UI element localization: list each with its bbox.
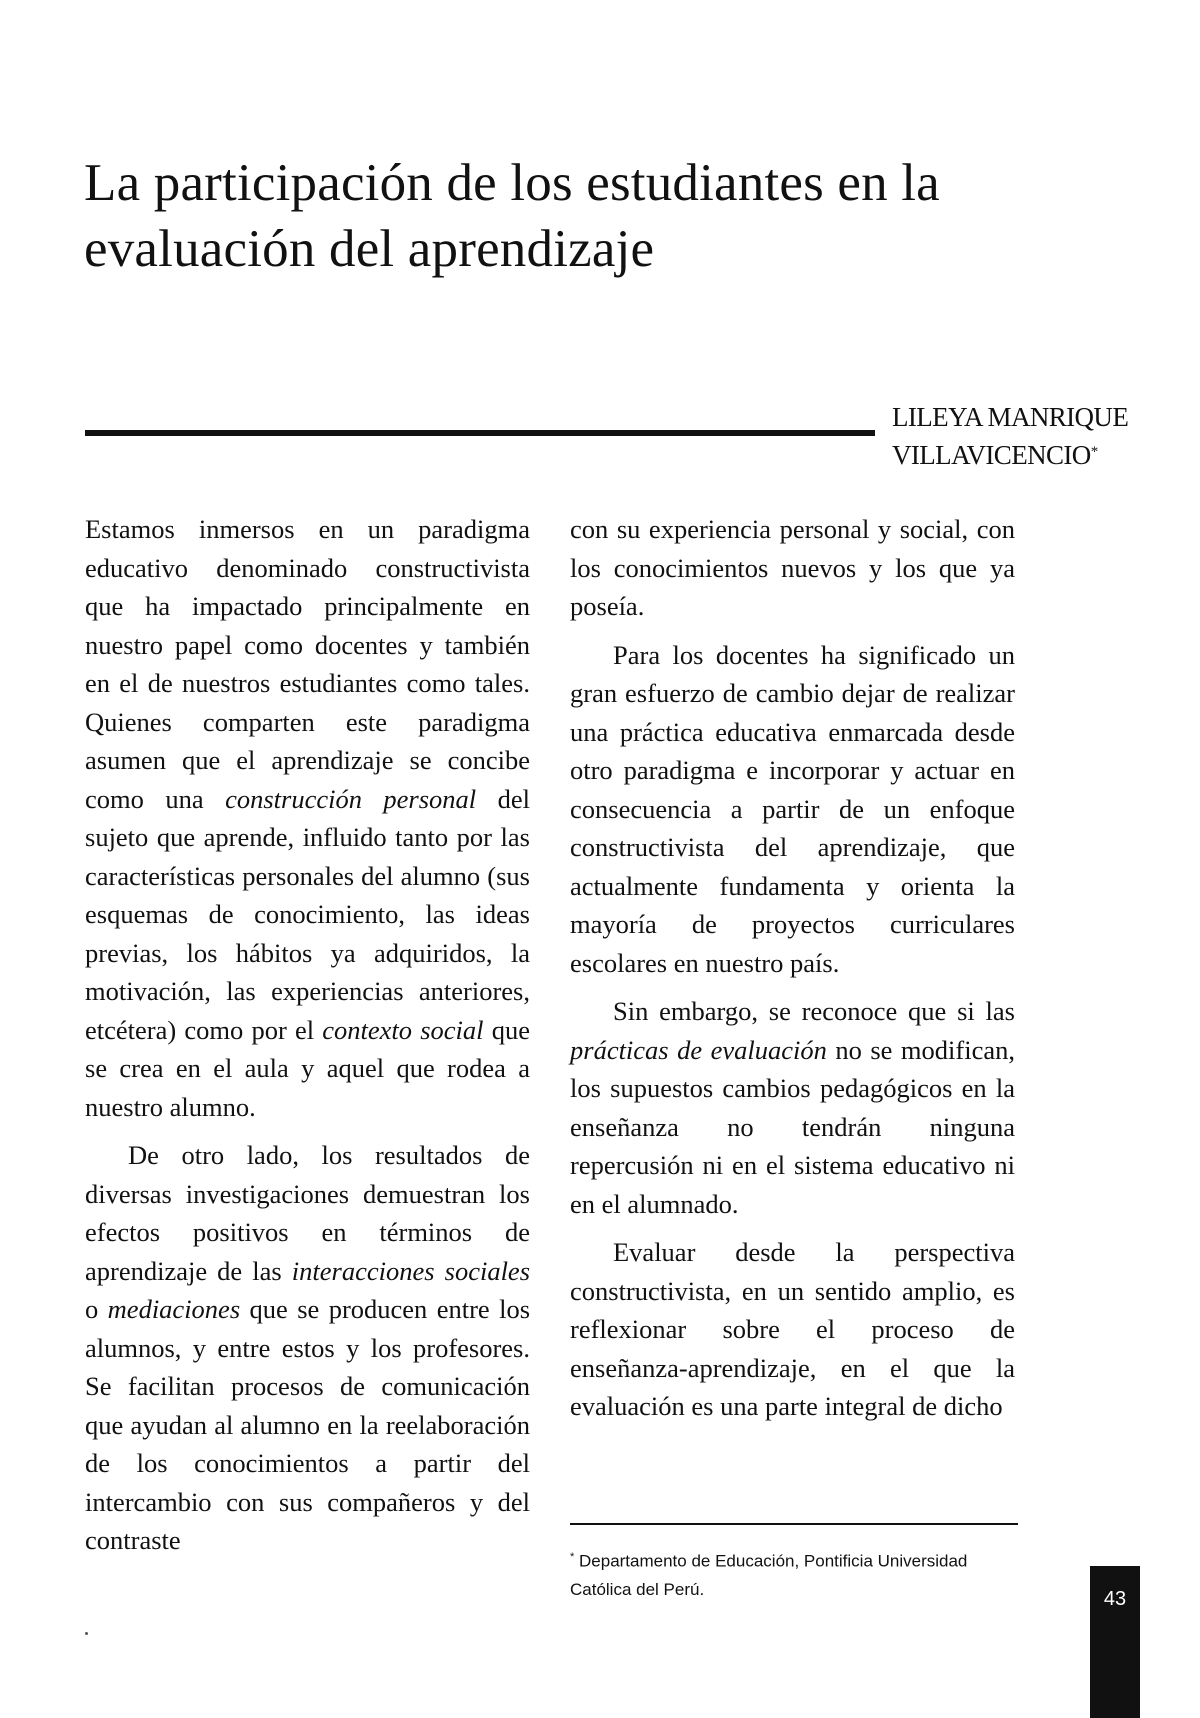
footnote-text: Departamento de Educación, Pontificia Universidad Católica del Perú. [570, 1551, 968, 1599]
author-footnote-mark: * [1090, 444, 1098, 460]
emphasis-interacciones-sociales: interacciones sociales [291, 1255, 531, 1286]
left-paragraph-2 [85, 1136, 530, 1560]
title-line-1: La participación de los estudiantes en la [84, 154, 940, 212]
text-run: o [85, 1294, 108, 1324]
stray-mark [85, 1632, 88, 1635]
author-line-1: LILEYA MANRIQUE [892, 402, 1129, 432]
left-paragraph-1 [85, 510, 530, 1126]
left-column [85, 510, 530, 1570]
text-run: que se producen entre los alumnos, y entre estos y los profesores. Se facilitan procesos de comunicación que ayudan al alumno en la reelaboración de los conocimientos a partir del intercambio con sus compañeros y del contraste [85, 1294, 531, 1555]
emphasis-construccion-personal: construcción personal [225, 783, 477, 814]
page-number-tab [1090, 1566, 1140, 1718]
author-name [892, 400, 1192, 473]
emphasis-mediaciones: mediaciones [107, 1294, 241, 1324]
text-run: Sin embargo, se reconoce que si las [613, 996, 1015, 1026]
text-run: del sujeto que aprende, influido tanto por las características personales del alumno (sus esquemas de conocimiento, las ideas previas, los hábitos ya adquiridos, la motivación, las experiencias anteriores, etcétera) como por el [85, 783, 531, 1045]
footnote-mark: * [570, 1551, 575, 1563]
emphasis-contexto-social: contexto social [322, 1014, 484, 1045]
text-run: Estamos inmersos en un paradigma educativo denominado constructivista que ha impactado principalmente en nuestro papel como docentes y también en el de nuestros estudiantes como tales. Quienes comparten este paradigma asumen que el aprendizaje se concibe como una [85, 514, 530, 814]
title-rule [85, 430, 875, 436]
article-title [84, 150, 1084, 282]
emphasis-practicas-de-evaluacion: prácticas de evaluación [570, 1034, 827, 1065]
footnote [570, 1543, 1020, 1604]
right-paragraph-2 [570, 992, 1015, 1223]
footnote-rule [570, 1523, 1018, 1525]
right-column [570, 510, 1015, 1436]
text-run: no se modifican, los supuestos cambios pedagógicos en la enseñanza no tendrán ninguna repercusión ni en el sistema educativo ni en el alumnado. [570, 1034, 1015, 1219]
author-line-2 [892, 435, 1192, 473]
right-paragraph-continuation: con su experiencia personal y social, con los conocimientos nuevos y los que ya poseía. [570, 514, 1015, 621]
text-run: que se crea en el aula y aquel que rodea a nuestro alumno. [85, 1014, 531, 1122]
title-line-2: evaluación del aprendizaje [84, 220, 655, 278]
author-surname: VILLAVICENCIO [892, 440, 1091, 470]
right-paragraph-3: Evaluar desde la perspectiva constructivista, en un sentido amplio, es reflexionar sobre el proceso de enseñanza-aprendizaje, en el que la evaluación es una parte integral de dicho [570, 1237, 1015, 1421]
right-paragraph-1: Para los docentes ha significado un gran esfuerzo de cambio dejar de realizar una práctica educativa enmarcada desde otro paradigma e incorporar y actuar en consecuencia a partir de un enfoque constructivista del aprendizaje, que actualmente fundamenta y orienta la mayoría de proyectos curriculares escolares en nuestro país. [570, 639, 1015, 978]
text-run: De otro lado, los resultados de diversas investigaciones demuestran los efectos positivos en términos de aprendizaje de las [85, 1140, 530, 1286]
page-number: 43 [1103, 1588, 1127, 1610]
